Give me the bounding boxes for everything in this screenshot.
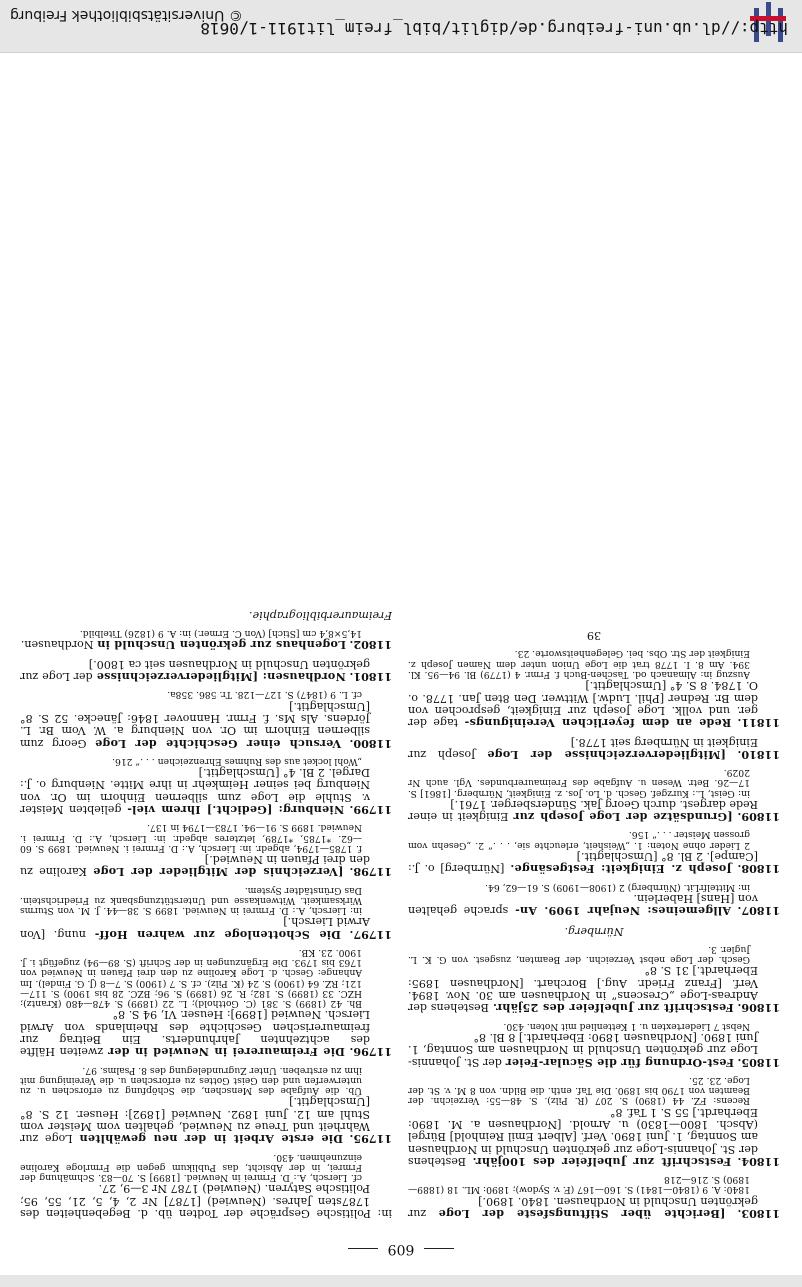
page-number: 609: [0, 1241, 802, 1257]
left-column: [408, 629, 780, 1219]
entry: 11807. Allgemeines: Neujahr 1909. An- sprache gehalten von [Hans] Haberlein. in: MittelfrLit. (Nürnberg) 2 (1908—1909) S. 61—62, 64.: [407, 881, 780, 918]
column-number: 39: [586, 629, 602, 643]
entry: 11796. Die Freimaurerei in Neuwied in der zweiten Hälfte des achtzehnten Jahrhunderts. Ein Beitrag zur freimaurerischen Geschichte des Rheinlands von Arwid Liersch. Neuwied [1899]: Heuser. VI, 94 S. 8° Bh. 42 (1899) S. 381 (C. Gotthold); L. 22 (1899) S. 478—480 (Krantz); HZC. 33 (1899) S. 182; R. 26 (1899) S. 96; BZC. 28 bis 1900) S. 117—121; RZ. 64 (1900) S. 24 (K. Pilz). cf. S. 7 (1900) S. 7—8 (J. G. Findel). Im Anhange: Gesch. d. Loge Karoline zu den drei Pfauen in Neuwied von 1763 bis 1793. Die Ergänzungen in der Schrift (S. 89—94) zugefügt i. J. 1900. 23. KB.: [19, 946, 392, 1059]
entry: 11809. [Grundsätze der Loge Joseph zur Einigkeit in einer Rede dargest. durch Georg Jak. Sündersberger. 1761.] in: Geist, L.: Kurzgef. Gesch. d. Lo. Jos. z. Einigkeit, Nürnberg. [1861] S. 17—26. Betr. Wesen u. Aufgabe des Freimaurerbundes. Vgl. auch Nr 2029.: [407, 767, 780, 824]
entry: 11797. Die Schottenloge zur wahren Hoff- nung. [Von Arwid Liersch.] in: Liersch, A.: D. Frmrei in Neuwied. 1899 S. 38—44. J. M. von Sturms Wirksamkeit. Witwenkasse und Unterstützungsbank zu Friedrichstein. Das Grünstädter System.: [19, 884, 392, 941]
entry: 11798. [Verzeichnis der Mitglieder der Loge Karoline zu den drei Pfauen in Neuwied.] f. 1785—1794, abgedr. in: Liersch, A.: D. Frmrei i. Neuwied. 1899 S. 60—62. *1785, *1789, letzteres abgedr. in: Liersch, A.: D. Frmrei i. Neuwied. 1899 S. 91—94. 1783—1794 in 137.: [20, 822, 392, 879]
entry: 11795. Die erste Arbeit in der neu gewählten Loge zur Wahrheit und Treue zu Neuwied, gehalten vom Meister vom Stuhl am 12. Juni 1892. Neuwied [1892]: Heuser. 12 S. 8° [Umschlagtit.] Üb. die Aufgabe des Menschen, die Schöpfung zu erforschen u. zu unterwerfen und den Geist Gottes zu erforschen u. die Vereinigung mit ihm zu erstreben. Unter Zugrundelegung des 8. Psalms. 97.: [20, 1064, 392, 1146]
section-heading: Nürnberg.: [564, 924, 624, 938]
entry: 11804. Festschrift zur Jubelfeier des 100jähr. Bestehens der St. Johannis-Loge zur gekrönten Unschuld in Nordhausen am Sonntag, 1. Juni 1890. Verf. [Albert Emil Reinhold] Bürgel (Absch. 1800—1830) u. Arnold. [Nordhausen a. M. 1890: Eberhardt.] 55 S. 1 Taf. 8° Recens: FZ. 44 (1890) S. 207 (R. Pilz). S. 48—55: Verzeichn. der Beamten von 1790 bis 1890. Die Taf. enth. die Bildn. von 8 M. v. St. der Loge. 23. 25.: [407, 1074, 780, 1168]
entry: 11799. Nienburg: [Gedicht.] Ihrem viel- geliebten Meister v. Stuhle die Loge zum silbernen Einhorn im Or. von Nienburg bei seiner Heimkehr in ihre Mitte. Nienburg o. J.: Dargel. 2 Bl. 4° [Umschlagtit.] „Wohl locket aus des Ruhmes Ehrenzeichen . . .“ 216.: [19, 755, 392, 817]
copyright-notice: © Universitätsbibliothek Freiburg: [10, 7, 243, 23]
entry: 11805. Fest-Ordnung für die Säcular-Feier der St. Johannis-Loge zur gekrönten Unschuld in Nordhausen am Sonntag, 1. Juni 1890. [Nordhausen 1890: Eberhardt.] 8 Bl. 8° Nebst 7 Liedertexten u. 1 Kettenlied mit Noten. 430.: [408, 1020, 780, 1069]
entry: 11802. Logenhaus zur gekrönten Unschuld in Nordhausen. 14,5×8,4 cm [Stich] (Von C. Ermer.) in: A. 9 (1826) Titelbild.: [20, 628, 392, 652]
entry: in: Politische Gespräche der Todten üb. d. Begebenheiten des 1787sten Jahres. (Neuwied) [1787] Nr 2, 4, 5, 21, 55, 95; Politische Satyren. (Neuwied) 1787 Nr 3—9, 27. cf. Liersch, A.: D. Frmrei in Neuwied. [1899] S. 70—83. Schmähung der Frmrei, in der Absicht, das Publikum gegen die Frmrloge Karoline einzunehmen. 430.: [20, 1151, 392, 1220]
entry: 11810. [Mitgliederverzeichnisse der Loge Joseph zur Einigkeit in Nürnberg seit 1778.]: [407, 735, 780, 761]
entry: 11808. Joseph z. Einigkeit: Festgesänge. [Nürnberg] o. J.: [Campe]. 2 Bl. 8° [Umschlagtit.] 2 Lieder ohne Noten: 1. „Weisheit, erleuchte sie, . . .“ 2. „Gesehn vom grossen Meister . . .“ 156.: [408, 829, 780, 876]
right-column: [20, 608, 392, 1219]
page-url[interactable]: http://dl.ub.uni-freiburg.de/diglit/bibl_freim_lit1911-1/0618: [200, 19, 788, 38]
entry: 11803. [Berichte über Stiftungsfeste der Loge zur gekrönten Unschuld in Nordhausen. 1840. 1890.] 1840: A. 9 (1840—1841) S. 160—167 (F. v. Sydow); 1890: ML. 18 (1889—1890) S. 216—218: [407, 1174, 780, 1220]
entry: 11806. Festschrift zur Jubelfeier des 25jähr. Bestehens der Andreas-Loge „Crescens“ in Nordhausen am 30. Nov. 1894. Verf. [Franz Friedr. Aug.] Borchart. [Nordhausen 1895: Eberhardt.] 31 S. 8° Gesch. der Loge nebst Verzeichn. der Beamten, zusgest. von G. K. L. Jugler. 3.: [407, 943, 780, 1015]
entry: 11811. Rede an dem feyerlichen Vereinigungs- tage der ger. und vollk. Loge Joseph zur Einigkeit, gesprochen von dem Br. Redner [Phil. Ludw.] Wittwer. Den 8ten Jan. 1778. o. O. 1784. 8 S. 4° [Umschlagtit.] Auszug in: Almanach od. Taschen-Buch f. Frmr. 4 (1779) Bl. 94—95. Kl. 394. Am 8. I. 1778 trat die Loge Union unter dem Namen Joseph z. Einigkeit der Str. Obs. bei. Gelegenheitsworte. 23.: [408, 648, 780, 730]
footer-title: Freimaurerbibliographie.: [249, 608, 392, 622]
entry: 11801. Nordhausen: [Mitgliederverzeichnisse der Loge zur gekrönten Unschuld in Nordhausen seit ca 1800.]: [20, 657, 392, 684]
entry: 11800. Versuch einer Geschichte der Loge Georg zum silbernen Einhorn im Or. von Nienburg a. W. Vom Br. L. Jördens. Als Ms. f. Frmr. Hannover 1846: Jänecke. 52 S. 8° [Umschlagtit.] cf. L. 9 (1847) S. 127—128. Tr. 586. 358a.: [20, 689, 392, 750]
